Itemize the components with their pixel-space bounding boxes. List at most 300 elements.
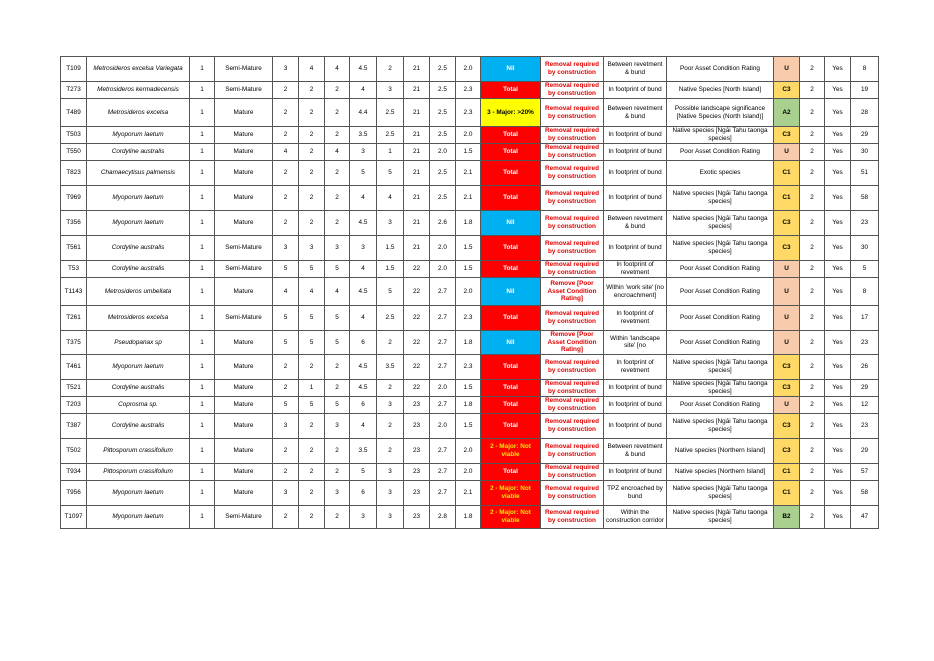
table-row — [61, 99, 879, 127]
cell-f: 21 — [404, 161, 430, 186]
cell-rating: C3 — [774, 236, 800, 261]
cell-rating: U — [774, 144, 800, 161]
cell-id: T387 — [61, 413, 87, 438]
cell-removal: Removal required by construction — [541, 99, 604, 127]
cell-h: 2.0 — [456, 438, 481, 463]
cell-id: T956 — [61, 480, 87, 505]
cell-h: 1.5 — [456, 236, 481, 261]
cell-count: 1 — [190, 186, 215, 211]
cell-significance: Poor Asset Condition Rating — [667, 331, 774, 355]
cell-h: 2.1 — [456, 480, 481, 505]
cell-significance: Native Species [North Island] — [667, 82, 774, 99]
cell-impact: Total — [481, 144, 541, 161]
cell-stage: Mature — [215, 161, 273, 186]
cell-c: 2 — [325, 463, 350, 480]
cell-stage: Mature — [215, 331, 273, 355]
cell-n2: 57 — [851, 463, 879, 480]
cell-id: T823 — [61, 161, 87, 186]
cell-significance: Native species [Ngāi Tahu taonga species] — [667, 127, 774, 144]
cell-location: Within 'landscape site' [no — [604, 331, 667, 355]
cell-d: 3.5 — [350, 127, 377, 144]
cell-rating: C3 — [774, 127, 800, 144]
cell-e: 5 — [377, 278, 404, 306]
cell-a: 2 — [273, 211, 299, 236]
cell-b: 2 — [299, 354, 325, 379]
cell-removal: Removal required by construction — [541, 211, 604, 236]
cell-c: 4 — [325, 278, 350, 306]
cell-f: 21 — [404, 82, 430, 99]
cell-h: 2.0 — [456, 57, 481, 82]
cell-f: 23 — [404, 463, 430, 480]
cell-n2: 5 — [851, 261, 879, 278]
cell-c: 5 — [325, 306, 350, 331]
cell-rating: C3 — [774, 82, 800, 99]
cell-g: 2.0 — [430, 236, 456, 261]
cell-significance: Native species [Ngāi Tahu taonga species] — [667, 379, 774, 396]
cell-c: 2 — [325, 186, 350, 211]
cell-h: 2.0 — [456, 463, 481, 480]
cell-significance: Poor Asset Condition Rating — [667, 396, 774, 413]
cell-species: Cordyline australis — [87, 261, 190, 278]
cell-location: In footprint of bund — [604, 186, 667, 211]
cell-yes: Yes — [825, 306, 851, 331]
cell-d: 3 — [350, 236, 377, 261]
table-row — [61, 127, 879, 144]
cell-g: 2.0 — [430, 379, 456, 396]
cell-rating: U — [774, 331, 800, 355]
cell-rating: C3 — [774, 211, 800, 236]
cell-c: 5 — [325, 331, 350, 355]
cell-f: 23 — [404, 480, 430, 505]
cell-e: 2 — [377, 379, 404, 396]
cell-g: 2.5 — [430, 57, 456, 82]
cell-n2: 47 — [851, 505, 879, 528]
cell-count: 1 — [190, 99, 215, 127]
cell-species: Metrosideros excelsa — [87, 306, 190, 331]
table-row — [61, 379, 879, 396]
table-row — [61, 236, 879, 261]
cell-n2: 51 — [851, 161, 879, 186]
cell-f: 22 — [404, 379, 430, 396]
cell-count: 1 — [190, 261, 215, 278]
cell-n2: 17 — [851, 306, 879, 331]
cell-id: T489 — [61, 99, 87, 127]
cell-n1: 2 — [800, 396, 825, 413]
cell-impact: Total — [481, 161, 541, 186]
cell-yes: Yes — [825, 379, 851, 396]
cell-yes: Yes — [825, 57, 851, 82]
cell-b: 2 — [299, 127, 325, 144]
cell-removal: Removal required by construction — [541, 306, 604, 331]
cell-count: 1 — [190, 413, 215, 438]
cell-c: 2 — [325, 127, 350, 144]
cell-species: Metrosideros kermadecensis — [87, 82, 190, 99]
cell-n1: 2 — [800, 161, 825, 186]
cell-n1: 2 — [800, 354, 825, 379]
cell-a: 2 — [273, 82, 299, 99]
cell-c: 2 — [325, 82, 350, 99]
cell-n1: 2 — [800, 278, 825, 306]
cell-rating: U — [774, 306, 800, 331]
cell-yes: Yes — [825, 505, 851, 528]
cell-impact: Nil — [481, 211, 541, 236]
cell-d: 5 — [350, 161, 377, 186]
cell-removal: Removal required by construction — [541, 236, 604, 261]
cell-removal: Removal required by construction — [541, 413, 604, 438]
cell-a: 3 — [273, 236, 299, 261]
cell-n1: 2 — [800, 99, 825, 127]
cell-yes: Yes — [825, 186, 851, 211]
cell-stage: Mature — [215, 144, 273, 161]
cell-e: 3 — [377, 82, 404, 99]
cell-yes: Yes — [825, 396, 851, 413]
cell-rating: U — [774, 57, 800, 82]
cell-e: 3 — [377, 480, 404, 505]
cell-b: 2 — [299, 438, 325, 463]
cell-f: 21 — [404, 186, 430, 211]
cell-location: In footprint of revetment — [604, 261, 667, 278]
cell-g: 2.6 — [430, 211, 456, 236]
cell-location: In footprint of bund — [604, 82, 667, 99]
cell-stage: Mature — [215, 463, 273, 480]
cell-stage: Mature — [215, 379, 273, 396]
cell-impact: 3 - Major: >20% — [481, 99, 541, 127]
table-row — [61, 438, 879, 463]
cell-id: T969 — [61, 186, 87, 211]
cell-d: 4 — [350, 82, 377, 99]
cell-rating: C3 — [774, 438, 800, 463]
cell-n1: 2 — [800, 57, 825, 82]
cell-stage: Semi-Mature — [215, 261, 273, 278]
cell-significance: Exotic species — [667, 161, 774, 186]
cell-species: Pittosporum crassifolium — [87, 463, 190, 480]
cell-yes: Yes — [825, 354, 851, 379]
cell-f: 22 — [404, 354, 430, 379]
cell-e: 2.5 — [377, 306, 404, 331]
cell-id: T53 — [61, 261, 87, 278]
cell-yes: Yes — [825, 278, 851, 306]
cell-removal: Removal required by construction — [541, 144, 604, 161]
table-row — [61, 306, 879, 331]
cell-g: 2.5 — [430, 99, 456, 127]
cell-e: 5 — [377, 161, 404, 186]
cell-b: 4 — [299, 57, 325, 82]
table-row — [61, 331, 879, 355]
cell-h: 1.8 — [456, 505, 481, 528]
cell-e: 1 — [377, 144, 404, 161]
cell-significance: Native species [Northern Island] — [667, 438, 774, 463]
cell-yes: Yes — [825, 480, 851, 505]
cell-location: In footprint of revetment — [604, 354, 667, 379]
cell-d: 4.4 — [350, 99, 377, 127]
cell-id: T934 — [61, 463, 87, 480]
table-row — [61, 261, 879, 278]
cell-location: Within 'work site' [no encroachment] — [604, 278, 667, 306]
cell-species: Myoporum laetum — [87, 211, 190, 236]
cell-yes: Yes — [825, 211, 851, 236]
cell-f: 21 — [404, 127, 430, 144]
cell-yes: Yes — [825, 161, 851, 186]
cell-species: Cordyline australis — [87, 236, 190, 261]
table-row — [61, 278, 879, 306]
cell-e: 1.5 — [377, 261, 404, 278]
cell-location: In footprint of bund — [604, 127, 667, 144]
cell-f: 22 — [404, 278, 430, 306]
cell-stage: Semi-Mature — [215, 236, 273, 261]
cell-g: 2.7 — [430, 278, 456, 306]
cell-e: 3 — [377, 463, 404, 480]
cell-a: 2 — [273, 438, 299, 463]
cell-n2: 19 — [851, 82, 879, 99]
cell-location: Between revetment & bund — [604, 57, 667, 82]
cell-yes: Yes — [825, 99, 851, 127]
cell-location: In footprint of bund — [604, 379, 667, 396]
cell-a: 2 — [273, 186, 299, 211]
cell-id: T461 — [61, 354, 87, 379]
cell-location: TPZ encroached by bund — [604, 480, 667, 505]
cell-rating: C1 — [774, 186, 800, 211]
cell-n1: 2 — [800, 379, 825, 396]
cell-c: 3 — [325, 236, 350, 261]
cell-n1: 2 — [800, 480, 825, 505]
cell-rating: U — [774, 278, 800, 306]
cell-n1: 2 — [800, 236, 825, 261]
cell-rating: C1 — [774, 480, 800, 505]
cell-h: 1.5 — [456, 261, 481, 278]
cell-n1: 2 — [800, 82, 825, 99]
cell-impact: Total — [481, 379, 541, 396]
cell-b: 2 — [299, 161, 325, 186]
tree-assessment-table — [60, 56, 879, 529]
cell-e: 2 — [377, 438, 404, 463]
cell-c: 2 — [325, 438, 350, 463]
cell-f: 22 — [404, 261, 430, 278]
cell-a: 4 — [273, 278, 299, 306]
cell-d: 4.5 — [350, 354, 377, 379]
cell-yes: Yes — [825, 236, 851, 261]
cell-impact: Total — [481, 354, 541, 379]
cell-g: 2.5 — [430, 186, 456, 211]
cell-g: 2.7 — [430, 331, 456, 355]
cell-e: 1.5 — [377, 236, 404, 261]
cell-species: Metrosideros excelsa Variegata — [87, 57, 190, 82]
cell-significance: Poor Asset Condition Rating — [667, 261, 774, 278]
cell-b: 2 — [299, 211, 325, 236]
cell-h: 2.0 — [456, 127, 481, 144]
cell-c: 2 — [325, 354, 350, 379]
cell-n1: 2 — [800, 186, 825, 211]
cell-n2: 58 — [851, 186, 879, 211]
cell-d: 4 — [350, 186, 377, 211]
cell-removal: Removal required by construction — [541, 82, 604, 99]
table-body — [61, 57, 879, 529]
cell-yes: Yes — [825, 331, 851, 355]
cell-removal: Remove [Poor Asset Condition Rating] — [541, 278, 604, 306]
cell-rating: A2 — [774, 99, 800, 127]
cell-a: 2 — [273, 99, 299, 127]
cell-significance: Poor Asset Condition Rating — [667, 57, 774, 82]
cell-significance: Poor Asset Condition Rating — [667, 306, 774, 331]
cell-impact: 2 - Major: Not viable — [481, 438, 541, 463]
cell-yes: Yes — [825, 261, 851, 278]
cell-significance: Native species [Ngāi Tahu taonga species] — [667, 236, 774, 261]
cell-h: 1.8 — [456, 331, 481, 355]
cell-count: 1 — [190, 57, 215, 82]
cell-a: 2 — [273, 463, 299, 480]
cell-n1: 2 — [800, 211, 825, 236]
cell-d: 4.5 — [350, 211, 377, 236]
cell-count: 1 — [190, 127, 215, 144]
cell-species: Metrosideros excelsa — [87, 99, 190, 127]
cell-location: Within the construction corridor — [604, 505, 667, 528]
cell-id: T521 — [61, 379, 87, 396]
cell-significance: Native species [Ngāi Tahu taonga species] — [667, 186, 774, 211]
cell-g: 2.7 — [430, 306, 456, 331]
cell-a: 3 — [273, 480, 299, 505]
cell-significance: Poor Asset Condition Rating — [667, 278, 774, 306]
cell-f: 21 — [404, 57, 430, 82]
cell-b: 2 — [299, 480, 325, 505]
cell-c: 2 — [325, 99, 350, 127]
cell-d: 4.5 — [350, 57, 377, 82]
cell-h: 1.8 — [456, 396, 481, 413]
cell-g: 2.7 — [430, 463, 456, 480]
cell-n2: 26 — [851, 354, 879, 379]
cell-c: 3 — [325, 413, 350, 438]
cell-significance: Poor Asset Condition Rating — [667, 144, 774, 161]
cell-count: 1 — [190, 306, 215, 331]
cell-b: 5 — [299, 306, 325, 331]
cell-n2: 28 — [851, 99, 879, 127]
cell-c: 5 — [325, 261, 350, 278]
table-row — [61, 463, 879, 480]
cell-yes: Yes — [825, 463, 851, 480]
cell-removal: Removal required by construction — [541, 396, 604, 413]
cell-location: Between revetment & bund — [604, 211, 667, 236]
cell-removal: Removal required by construction — [541, 505, 604, 528]
cell-species: Myoporum laetum — [87, 127, 190, 144]
cell-b: 2 — [299, 144, 325, 161]
cell-n1: 2 — [800, 127, 825, 144]
cell-stage: Mature — [215, 354, 273, 379]
cell-e: 2 — [377, 413, 404, 438]
cell-rating: B2 — [774, 505, 800, 528]
cell-count: 1 — [190, 396, 215, 413]
table-row — [61, 211, 879, 236]
cell-d: 6 — [350, 331, 377, 355]
cell-a: 3 — [273, 413, 299, 438]
cell-stage: Semi-Mature — [215, 57, 273, 82]
cell-rating: C3 — [774, 379, 800, 396]
cell-n1: 2 — [800, 144, 825, 161]
cell-removal: Removal required by construction — [541, 354, 604, 379]
cell-d: 3 — [350, 144, 377, 161]
cell-location: In footprint of bund — [604, 236, 667, 261]
cell-species: Coprosma sp. — [87, 396, 190, 413]
cell-count: 1 — [190, 379, 215, 396]
cell-n2: 23 — [851, 211, 879, 236]
cell-f: 23 — [404, 413, 430, 438]
cell-a: 2 — [273, 379, 299, 396]
cell-b: 4 — [299, 278, 325, 306]
cell-a: 5 — [273, 306, 299, 331]
cell-significance: Possible landscape significance [Native Species (North Island)] — [667, 99, 774, 127]
cell-f: 23 — [404, 396, 430, 413]
cell-g: 2.0 — [430, 261, 456, 278]
cell-significance: Native species [Ngāi Tahu taonga species] — [667, 480, 774, 505]
cell-b: 2 — [299, 82, 325, 99]
cell-count: 1 — [190, 505, 215, 528]
cell-location: In footprint of bund — [604, 413, 667, 438]
cell-f: 21 — [404, 144, 430, 161]
cell-stage: Mature — [215, 186, 273, 211]
cell-g: 2.0 — [430, 413, 456, 438]
cell-rating: C3 — [774, 354, 800, 379]
cell-c: 3 — [325, 480, 350, 505]
cell-g: 2.7 — [430, 354, 456, 379]
cell-c: 2 — [325, 379, 350, 396]
cell-g: 2.5 — [430, 127, 456, 144]
cell-n2: 8 — [851, 278, 879, 306]
cell-g: 2.7 — [430, 438, 456, 463]
cell-species: Myoporum laetum — [87, 505, 190, 528]
cell-e: 2 — [377, 331, 404, 355]
cell-a: 3 — [273, 57, 299, 82]
cell-id: T375 — [61, 331, 87, 355]
table-row — [61, 57, 879, 82]
table-row — [61, 396, 879, 413]
cell-d: 4.5 — [350, 278, 377, 306]
cell-g: 2.8 — [430, 505, 456, 528]
cell-removal: Remove [Poor Asset Condition Rating] — [541, 331, 604, 355]
cell-d: 3.5 — [350, 438, 377, 463]
cell-impact: Total — [481, 127, 541, 144]
cell-g: 2.0 — [430, 144, 456, 161]
cell-impact: Total — [481, 306, 541, 331]
cell-impact: 2 - Major: Not viable — [481, 505, 541, 528]
cell-g: 2.7 — [430, 480, 456, 505]
cell-c: 2 — [325, 211, 350, 236]
cell-removal: Removal required by construction — [541, 57, 604, 82]
cell-id: T561 — [61, 236, 87, 261]
cell-stage: Semi-Mature — [215, 505, 273, 528]
cell-e: 3 — [377, 211, 404, 236]
cell-a: 5 — [273, 396, 299, 413]
cell-c: 4 — [325, 57, 350, 82]
cell-c: 2 — [325, 505, 350, 528]
table-row — [61, 161, 879, 186]
cell-c: 5 — [325, 396, 350, 413]
cell-species: Myoporum laetum — [87, 480, 190, 505]
cell-a: 4 — [273, 144, 299, 161]
cell-count: 1 — [190, 278, 215, 306]
cell-rating: C3 — [774, 413, 800, 438]
cell-b: 1 — [299, 379, 325, 396]
cell-removal: Removal required by construction — [541, 261, 604, 278]
cell-count: 1 — [190, 161, 215, 186]
cell-species: Myoporum laetum — [87, 186, 190, 211]
cell-h: 2.0 — [456, 278, 481, 306]
cell-e: 3 — [377, 396, 404, 413]
table-row — [61, 413, 879, 438]
cell-d: 6 — [350, 480, 377, 505]
cell-f: 21 — [404, 99, 430, 127]
cell-h: 2.3 — [456, 99, 481, 127]
cell-impact: Total — [481, 236, 541, 261]
cell-n2: 23 — [851, 331, 879, 355]
cell-stage: Semi-Mature — [215, 306, 273, 331]
cell-h: 2.3 — [456, 82, 481, 99]
